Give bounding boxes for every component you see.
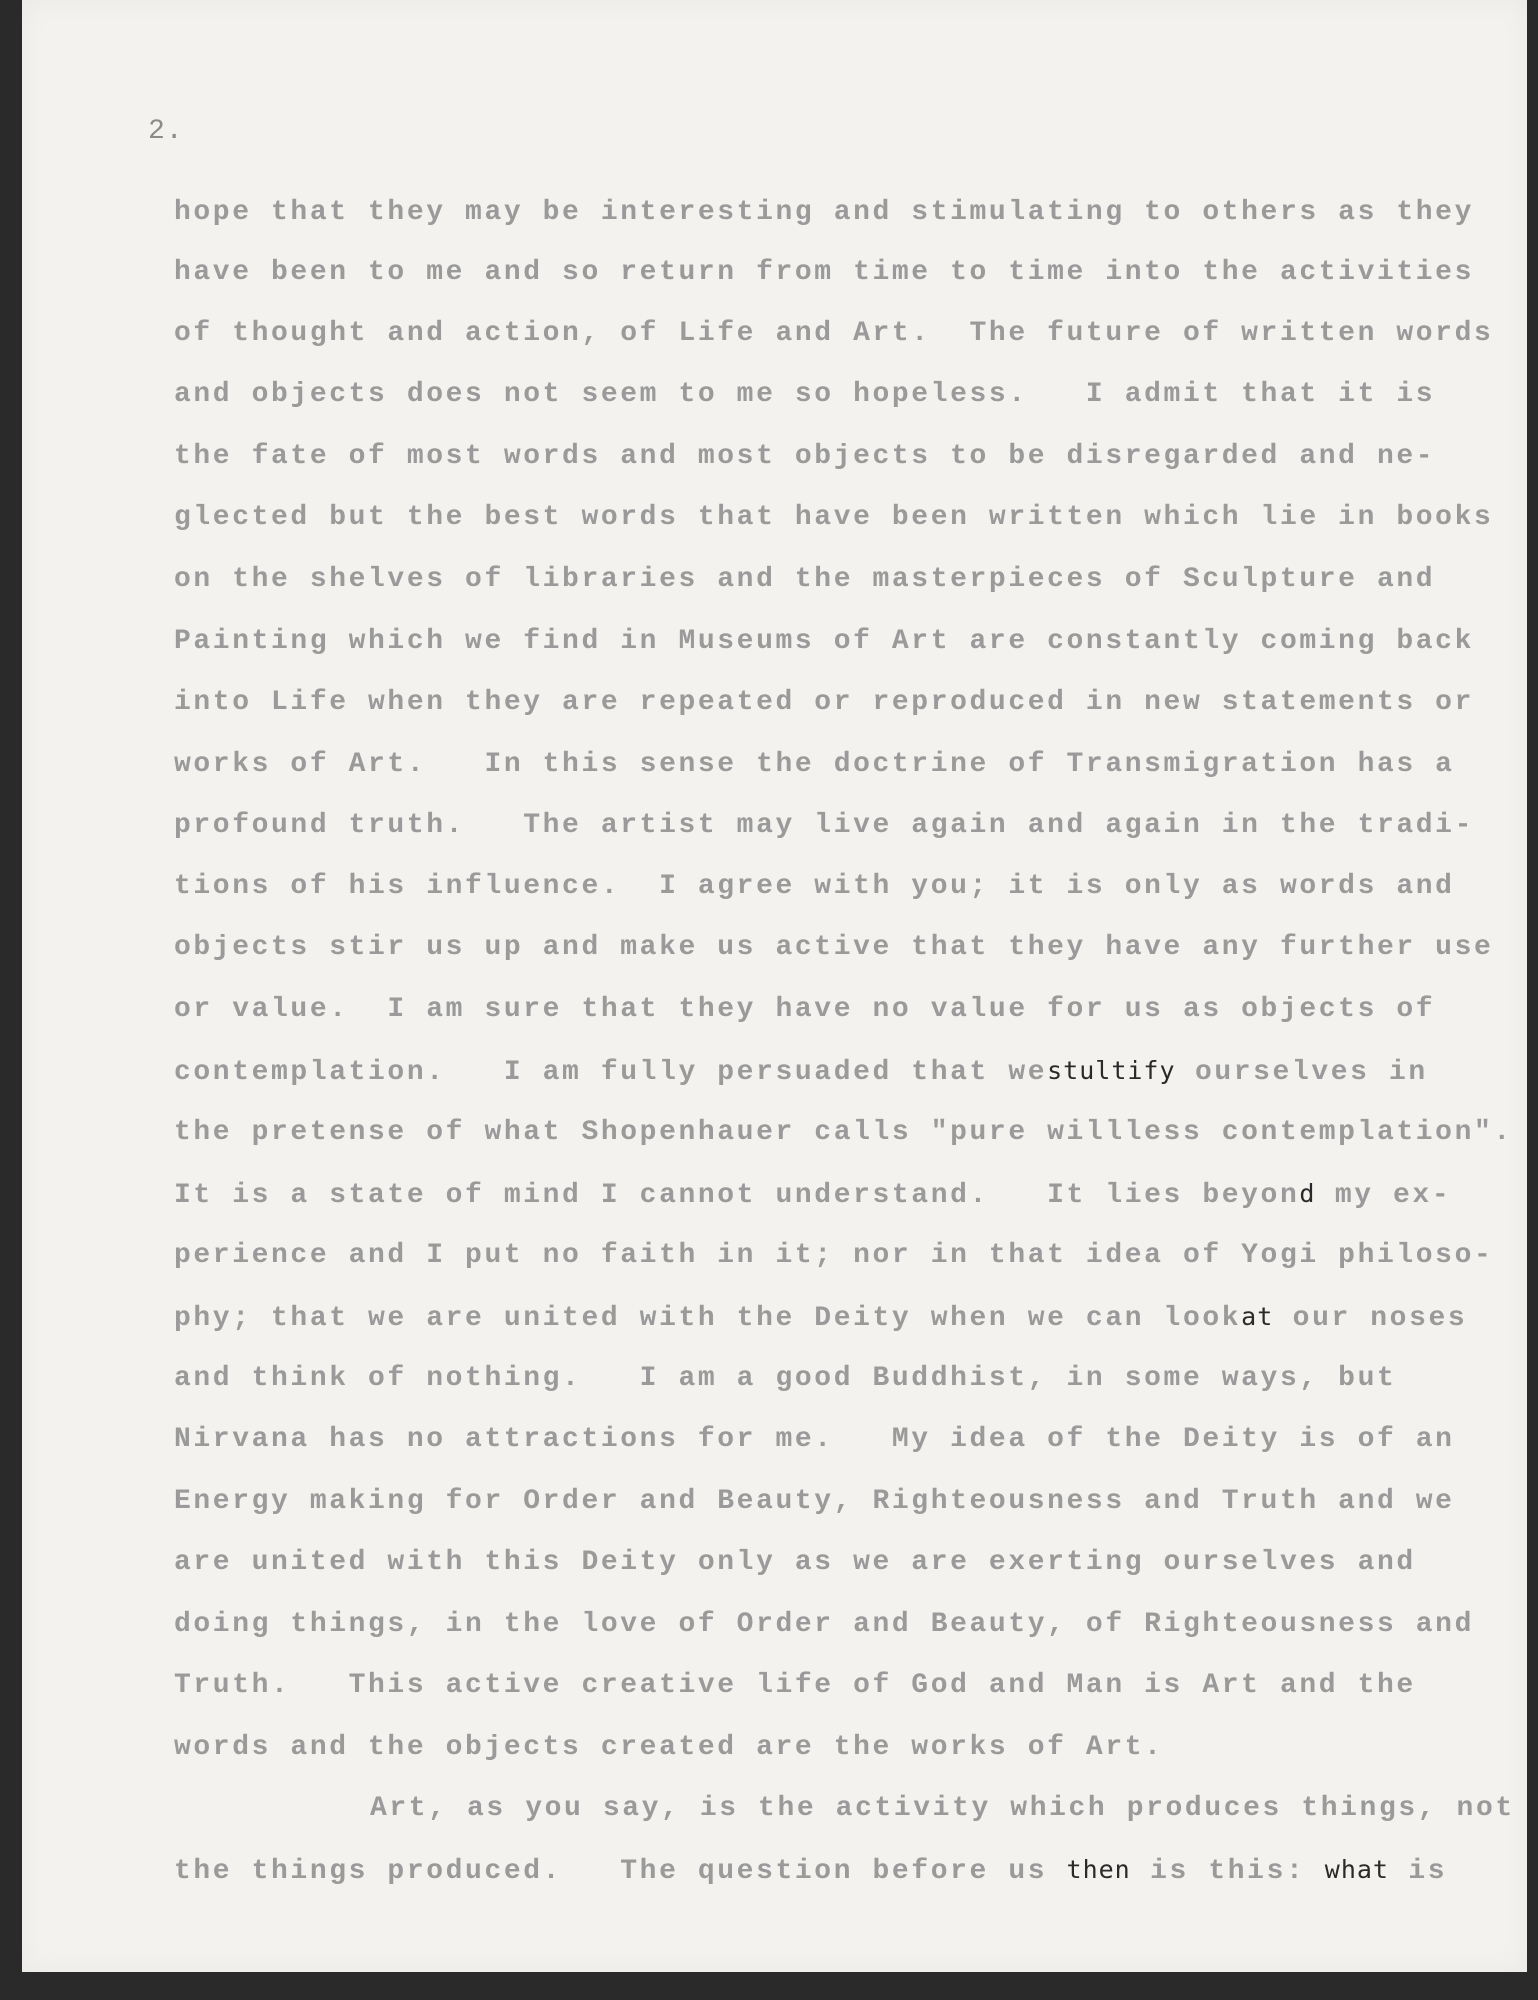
text-segment: Art, as you say, is the activity which produces things, not [370,1793,1515,1824]
text-segment: Truth. This active creative life of God and Man is Art and the [174,1670,1416,1701]
text-segment: glected but the best words that have been written which lie in books [174,502,1494,533]
text-line [174,931,1493,965]
text-line [174,1853,1447,1889]
text-line [174,686,1474,720]
text-segment: ourselves in [1175,1057,1428,1088]
text-line [174,1669,1416,1703]
text-segment: words and the objects created are the works of Art. [174,1732,1164,1763]
text-line [174,1546,1416,1580]
text-segment: of thought and action, of Life and Art. The future of written words [174,318,1494,349]
text-line [174,1177,1451,1213]
text-segment: into Life when they are repeated or reproduced in new statements or [174,687,1474,718]
text-line [174,256,1474,290]
text-segment: have been to me and so return from time to time into the activities [174,257,1474,288]
text-line [174,870,1455,904]
text-line [174,317,1493,351]
text-line [174,809,1474,843]
text-segment: my ex- [1315,1180,1452,1211]
text-line [174,1116,1513,1150]
text-line [174,1300,1467,1336]
text-segment: works of Art. In this sense the doctrine of Transmigration has a [174,749,1455,780]
text-line [370,1792,1515,1826]
text-line [174,1054,1428,1090]
text-segment: the pretense of what Shopenhauer calls "pure willless contemplation". [174,1117,1513,1148]
text-line [174,993,1435,1027]
text-segment: our noses [1273,1303,1468,1334]
typed-correction: stultify [1047,1056,1176,1085]
text-segment: profound truth. The artist may live again and again in the tradi- [174,810,1474,841]
text-segment: tions of his influence. I agree with you; it is only as words and [174,871,1455,902]
text-segment: Nirvana has no attractions for me. My idea of the Deity is of an [174,1424,1455,1455]
text-segment: doing things, in the love of Order and Beauty, of Righteousness and [174,1609,1474,1640]
text-segment: It is a state of mind I cannot understand. It lies beyon [174,1180,1300,1211]
text-line [174,501,1493,535]
text-segment: the fate of most words and most objects to be disregarded and ne- [174,441,1436,472]
text-segment: objects stir us up and make us active that they have any further use [174,932,1494,963]
typed-correction: what [1324,1855,1389,1884]
text-line [174,563,1435,597]
text-segment: the things produced. The question before us [174,1856,1067,1887]
typed-correction: at [1241,1302,1274,1331]
text-segment: contemplation. I am fully persuaded that we [174,1057,1048,1088]
typed-correction: then [1066,1855,1131,1884]
text-segment: and objects does not seem to me so hopeless. I admit that it is [174,379,1436,410]
text-line [174,1608,1474,1642]
text-line [174,1731,1164,1765]
page-number: 2. [148,116,184,147]
text-segment: perience and I put no faith in it; nor in that idea of Yogi philoso- [174,1240,1494,1271]
text-segment: Energy making for Order and Beauty, Righteousness and Truth and we [174,1486,1455,1517]
text-segment: phy; that we are united with the Deity when we can look [174,1303,1242,1334]
text-line [174,378,1435,412]
text-line [174,1362,1396,1396]
text-segment: and think of nothing. I am a good Buddhist, in some ways, but [174,1363,1397,1394]
text-line [174,1239,1493,1273]
typed-correction: d [1299,1179,1316,1208]
text-segment: hope that they may be interesting and stimulating to others as they [174,197,1474,228]
text-segment: Painting which we find in Museums of Art are constantly coming back [174,626,1474,657]
text-line [174,1485,1455,1519]
typed-letter-page [22,0,1527,1972]
text-line [174,196,1474,230]
text-line [174,625,1474,659]
text-line [174,1423,1455,1457]
text-segment: on the shelves of libraries and the masterpieces of Sculpture and [174,564,1436,595]
text-segment: is [1389,1856,1448,1887]
text-line [174,748,1455,782]
text-segment: is this: [1130,1856,1325,1887]
text-segment: or value. I am sure that they have no value for us as objects of [174,994,1436,1025]
text-line [174,440,1435,474]
text-segment: are united with this Deity only as we are exerting ourselves and [174,1547,1416,1578]
